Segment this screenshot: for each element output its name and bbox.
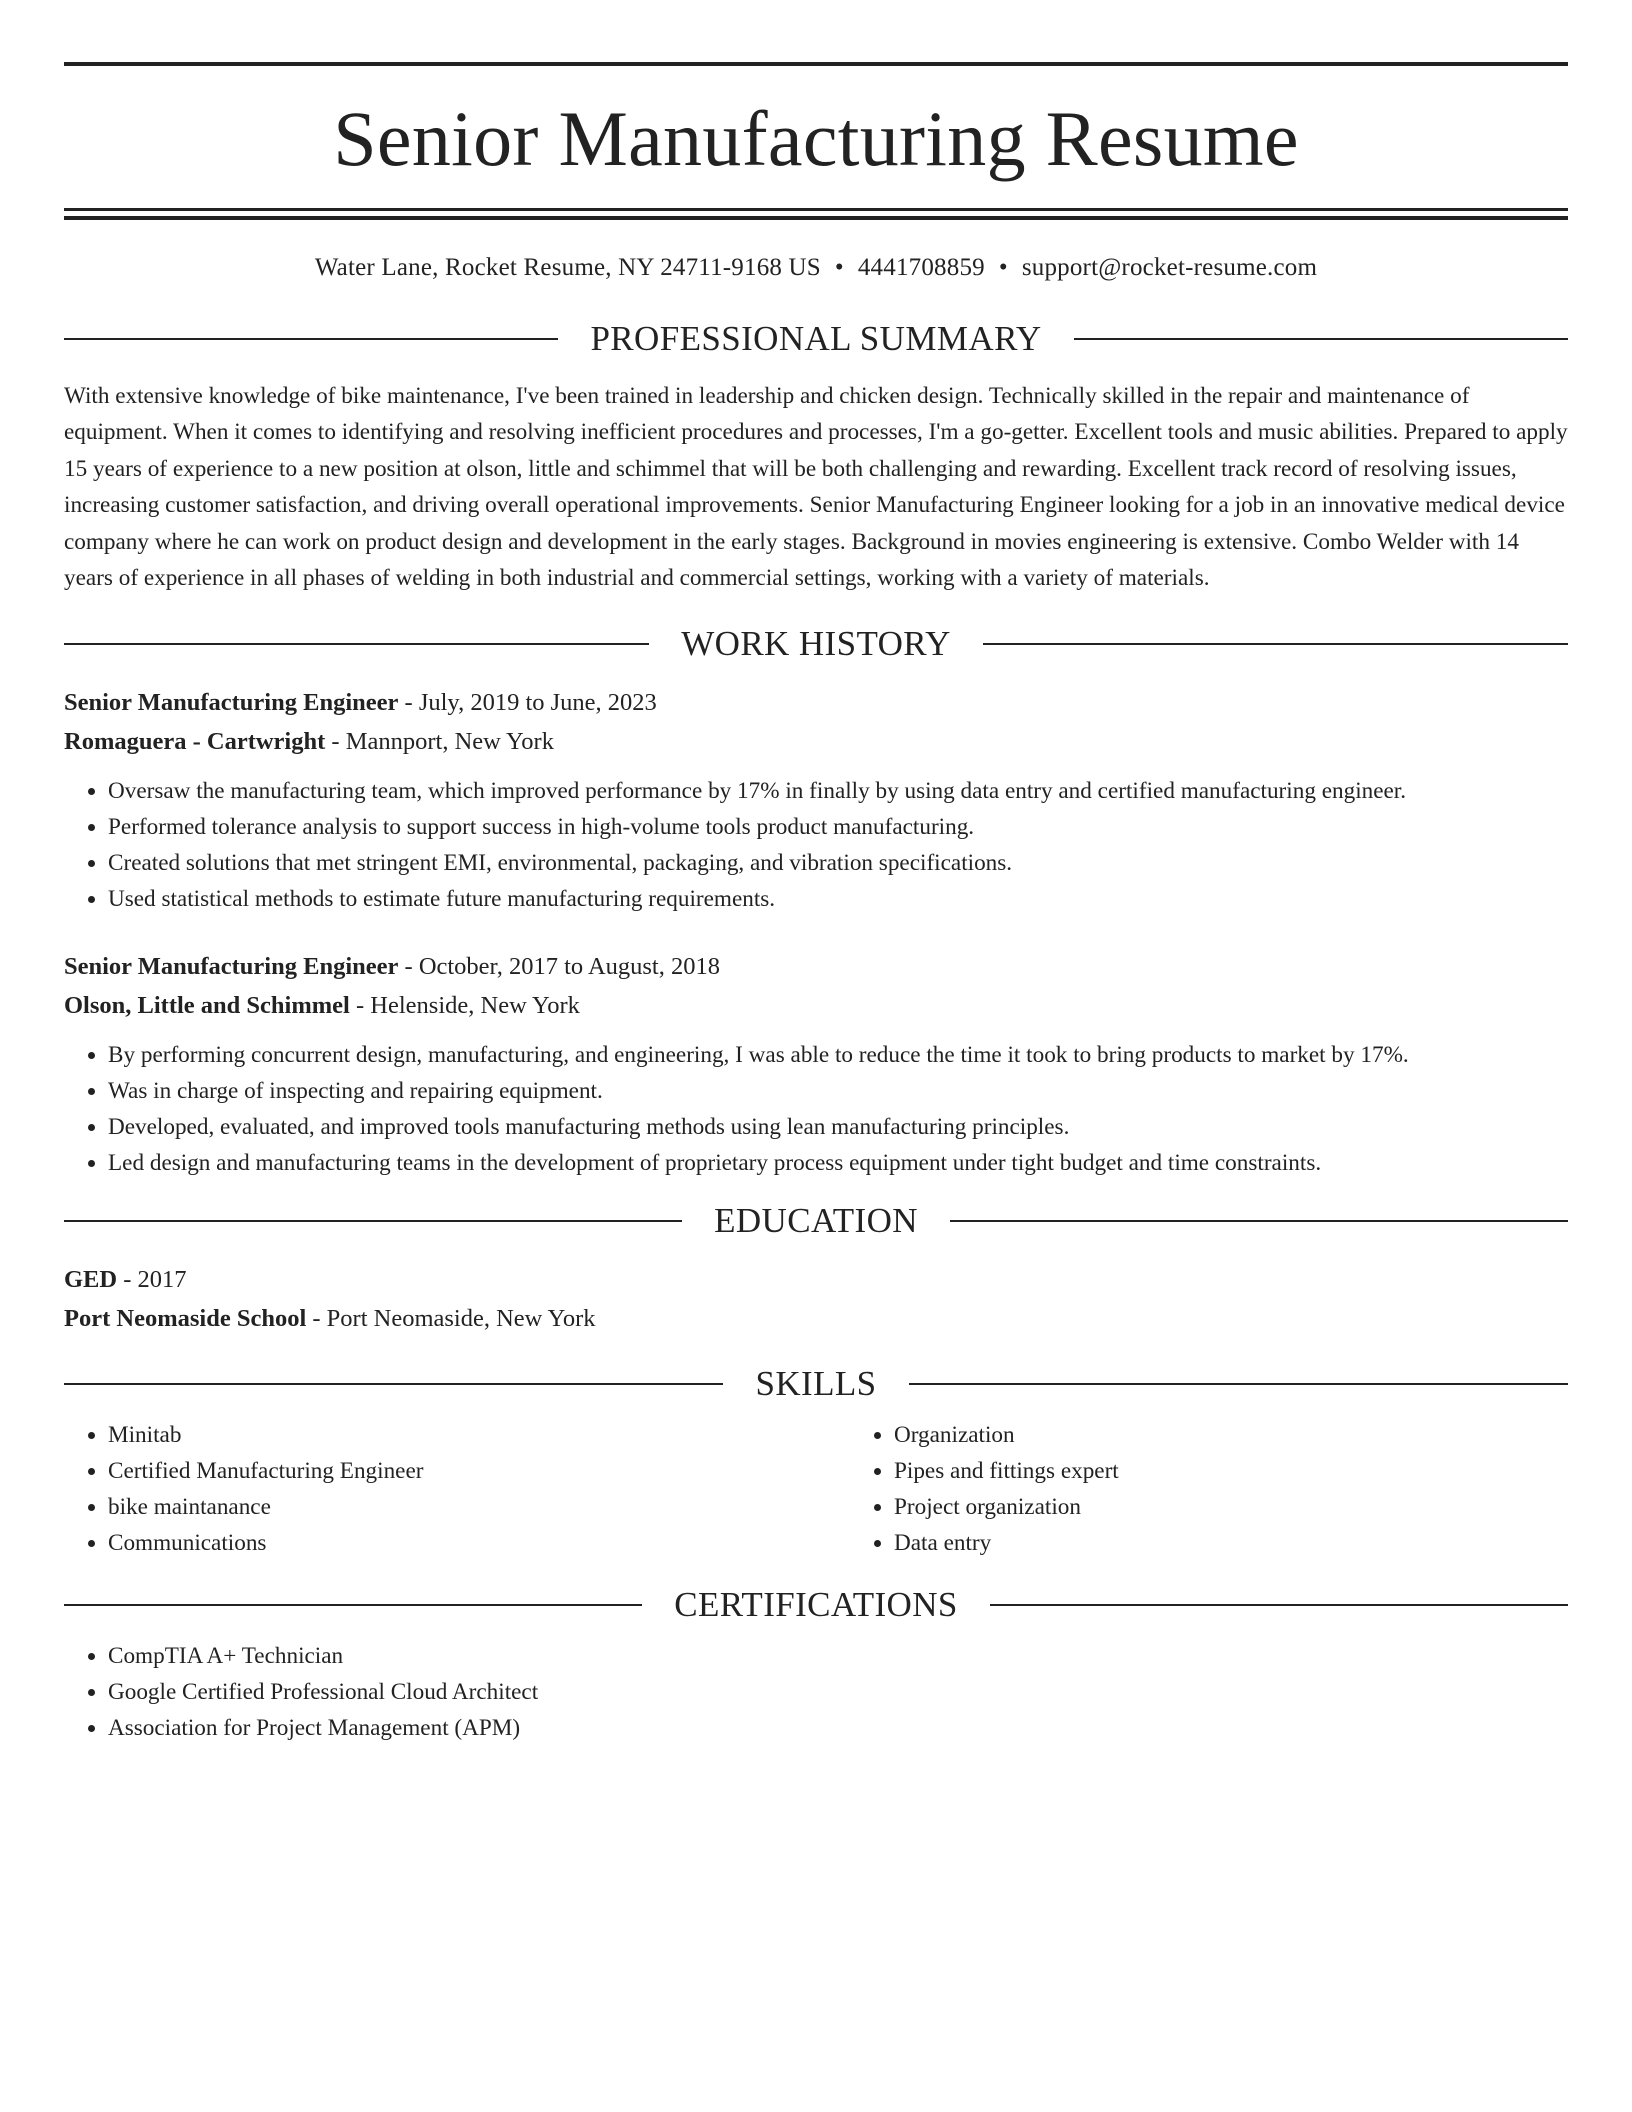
divider-line: [64, 1604, 642, 1606]
job-company: Olson, Little and Schimmel: [64, 992, 350, 1020]
divider-line: [909, 1383, 1568, 1385]
list-item: • Led design and manufacturing teams in the development of proprietary process equipment under tight budget and time constraints.: [108, 1145, 1568, 1181]
education-year: 2017: [137, 1266, 187, 1294]
education-school-line: Port Neomaside School - Port Neomaside, New York: [64, 1305, 596, 1333]
contact-phone: 4441708859: [857, 254, 985, 281]
education-location: Port Neomaside, New York: [326, 1305, 596, 1333]
divider-line: [64, 643, 649, 645]
job-title: Senior Manufacturing Engineer: [64, 689, 399, 717]
education-degree-line: GED - 2017: [64, 1266, 187, 1294]
section-title-skills: SKILLS: [755, 1364, 877, 1404]
divider-line: [64, 1220, 682, 1222]
certifications-list: [64, 1638, 1568, 1746]
section-title-certifications: CERTIFICATIONS: [674, 1585, 958, 1625]
contact-separator: •: [998, 254, 1008, 281]
divider-line: [64, 1383, 723, 1385]
section-title-education: EDUCATION: [714, 1201, 918, 1241]
list-item: • Minitab: [108, 1417, 850, 1453]
list-item: • Pipes and fittings expert: [894, 1453, 1568, 1489]
list-item: • Certified Manufacturing Engineer: [108, 1453, 850, 1489]
certifications-bullets: [64, 1638, 1568, 1746]
list-item: • Data entry: [894, 1525, 1568, 1561]
list-item: • Project organization: [894, 1489, 1568, 1525]
divider-line: [990, 1604, 1568, 1606]
job-dates: July, 2019 to June, 2023: [418, 689, 657, 717]
skills-column-right: [850, 1417, 1568, 1561]
divider-line: [950, 1220, 1568, 1222]
education-school: Port Neomaside School: [64, 1305, 307, 1333]
job-title: Senior Manufacturing Engineer: [64, 953, 399, 981]
section-header-skills: [64, 1364, 1568, 1404]
job-company-line: Olson, Little and Schimmel - Helenside, New York: [64, 992, 580, 1020]
education-degree: GED: [64, 1266, 118, 1294]
list-item: • Performed tolerance analysis to support success in high-volume tools product manufacturing.: [108, 809, 1568, 845]
section-header-education: [64, 1201, 1568, 1241]
job-company: Romaguera - Cartwright: [64, 728, 326, 756]
divider-line: [983, 643, 1568, 645]
list-item: • Developed, evaluated, and improved tools manufacturing methods using lean manufacturing principles.: [108, 1109, 1568, 1145]
job-entry: [64, 683, 1568, 917]
summary-paragraph: With extensive knowledge of bike maintenance, I've been trained in leadership and chicken design. Technically skilled in the repair and maintenance of equipment. When it comes to identifying and resolving inefficient procedures and processes, I'm a go-getter. Excellent tools and music abilities. Prepared to apply 15 years of experience to a new position at olson, little and schimmel that will be both challenging and rewarding. Excellent track record of resolving issues, increasing customer satisfaction, and driving overall operational improvements. Senior Manufacturing Engineer looking for a job in an innovative medical device company where he can work on product design and development in the early stages. Background in movies engineering is extensive. Combo Welder with 14 years of experience in all phases of welding in both industrial and commercial settings, working with a variety of materials.: [64, 383, 1568, 592]
skills-list: [64, 1417, 1568, 1561]
list-item: • Oversaw the manufacturing team, which improved performance by 17% in finally by using data entry and certified manufacturing engineer.: [108, 773, 1568, 809]
section-title-summary: PROFESSIONAL SUMMARY: [590, 319, 1042, 358]
list-item: • bike maintanance: [108, 1489, 850, 1525]
divider-line: [64, 338, 558, 340]
list-item: • Used statistical methods to estimate future manufacturing requirements.: [108, 881, 1568, 917]
job-company-line: Romaguera - Cartwright - Mannport, New York: [64, 728, 554, 756]
skills-column-left: [64, 1417, 850, 1561]
title-double-rule: [64, 208, 1568, 220]
section-header-summary: [64, 321, 1568, 356]
list-item: • Communications: [108, 1525, 850, 1561]
job-bullets: [64, 773, 1568, 917]
section-header-work-history: [64, 624, 1568, 664]
section-title-work-history: WORK HISTORY: [681, 624, 951, 664]
top-rule: [64, 62, 1568, 66]
contact-line: [64, 253, 1568, 283]
list-item: • Was in charge of inspecting and repairing equipment.: [108, 1073, 1568, 1109]
job-title-line: Senior Manufacturing Engineer - October, 2017 to August, 2018: [64, 953, 720, 981]
section-header-certifications: [64, 1585, 1568, 1625]
job-dates: October, 2017 to August, 2018: [418, 953, 720, 981]
divider-line: [1074, 338, 1568, 340]
contact-separator: •: [834, 254, 844, 281]
job-entry: [64, 947, 1568, 1181]
job-location: Mannport, New York: [345, 728, 554, 756]
list-item: • By performing concurrent design, manufacturing, and engineering, I was able to reduce the time it took to bring products to market by 17%.: [108, 1037, 1568, 1073]
list-item: • Organization: [894, 1417, 1568, 1453]
job-location: Helenside, New York: [370, 992, 580, 1020]
list-item: • Google Certified Professional Cloud Architect: [108, 1674, 1568, 1710]
education-entry: [64, 1260, 1568, 1338]
list-item: • Association for Project Management (APM): [108, 1710, 1568, 1746]
job-title-line: Senior Manufacturing Engineer - July, 2019 to June, 2023: [64, 689, 657, 717]
contact-address: Water Lane, Rocket Resume, NY 24711-9168 US: [314, 254, 821, 281]
list-item: • CompTIA A+ Technician: [108, 1638, 1568, 1674]
job-bullets: [64, 1037, 1568, 1181]
list-item: • Created solutions that met stringent EMI, environmental, packaging, and vibration specifications.: [108, 845, 1568, 881]
contact-email: support@rocket-resume.com: [1021, 254, 1318, 281]
resume-title: Senior Manufacturing Resume: [333, 95, 1299, 182]
